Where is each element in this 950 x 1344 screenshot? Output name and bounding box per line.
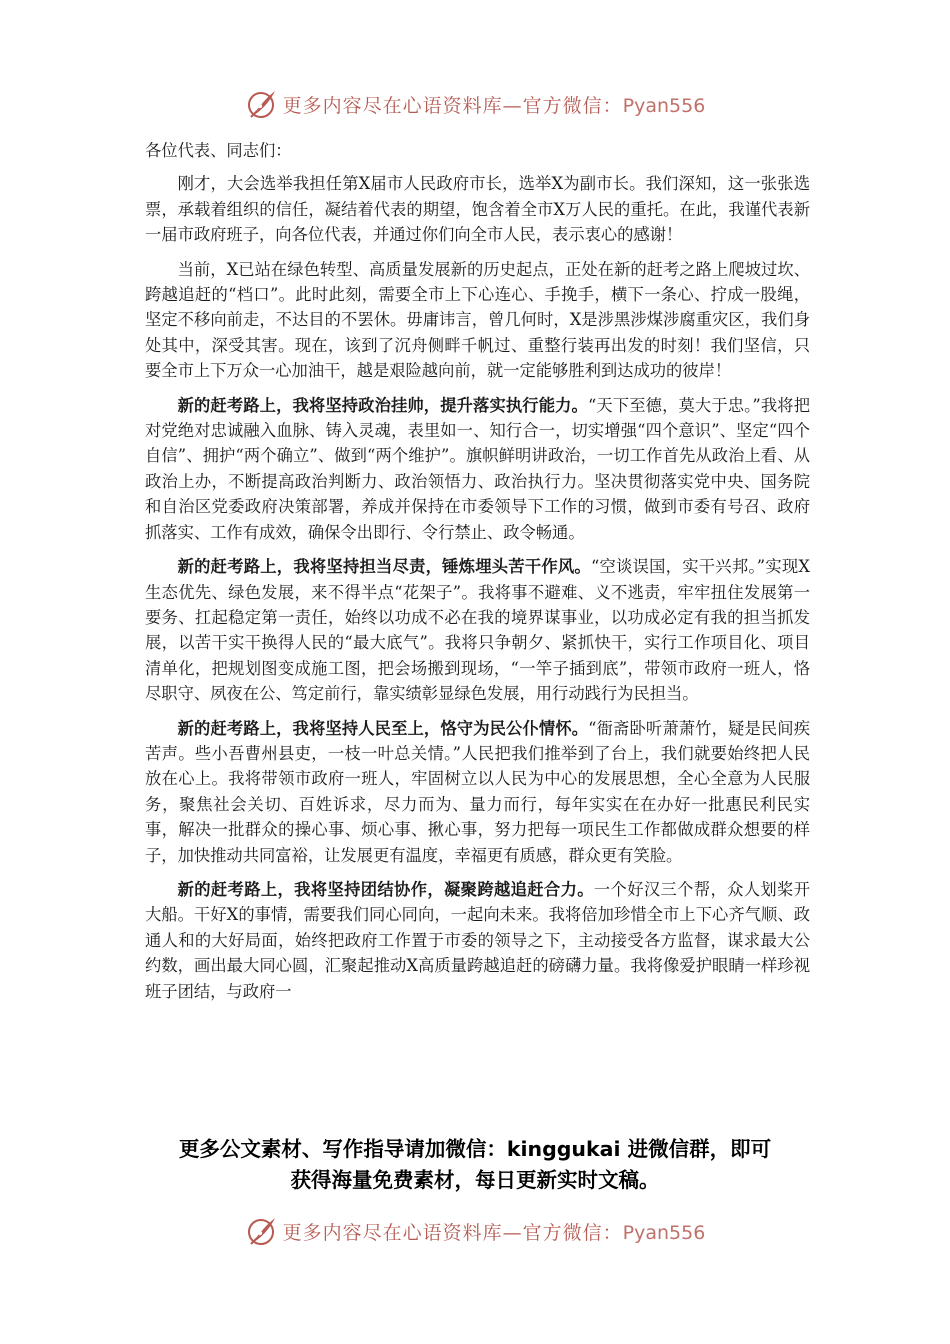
paragraph-text: “空谈误国，实干兴邦。”实现X生态优先、绿色发展，来不得半点“花架子”。我将事不避难、义不逃责，牢牢扭住发展第一要务、扛起稳定第一责任，始终以功成不必在我的境界谋事业，以功成必定有我的担当抓发展，以苦干实干换得人民的“最大底气”。我将只争朝夕、紧抓快干，实行工作项目化、项目清单化，把规划图变成施工图，把会场搬到现场，“一竿子插到底”，带领市政府一班人，恪尽职守、夙夜在公、笃定前行，靠实绩彰显绿色发展，用行动践行为民担当。 (145, 557, 810, 704)
paragraph-lead: 新的赶考路上，我将坚持团结协作，凝聚跨越追赶合力。 (177, 879, 594, 899)
banner-site-text: 更多内容尽在心语资料库—官方微信： (282, 94, 623, 117)
paragraph-lead: 新的赶考路上，我将坚持人民至上，恪守为民公仆情怀。 (177, 718, 589, 738)
banner-wechat-id: Pyan556 (622, 1221, 706, 1244)
paragraph-lead: 新的赶考路上，我将坚持担当尽责，锤炼埋头苦干作风。 (177, 557, 591, 577)
paragraph-text: 当前，X已站在绿色转型、高质量发展新的历史起点，正处在新的赶考之路上爬坡过坎、跨越追赶的“档口”。此时此刻，需要全市上下心连心、手挽手，横下一条心、拧成一股绳，坚定不移向前走，不达目的不罢休。毋庸讳言，曾几何时，X是涉黑涉煤涉腐重灾区，我们身处其中，深受其害。现在，该到了沉舟侧畔千帆过、重整行装再出发的时刻！我们坚信，只要全市上下万众一心加油干，越是艰险越向前，就一定能够胜利到达成功的彼岸！ (145, 259, 810, 381)
paragraph (145, 716, 810, 868)
banner-text (283, 91, 706, 118)
paragraph (145, 877, 810, 1004)
promo-notice (0, 1134, 950, 1196)
document-body (145, 138, 810, 1013)
header-watermark-banner (0, 84, 950, 124)
footer-watermark-banner (0, 1211, 950, 1251)
banner-wechat-id: Pyan556 (622, 94, 706, 117)
banner-text (283, 1218, 706, 1245)
promo-line-1: 更多公文素材、写作指导请加微信：kinggukai 进微信群，即可 (178, 1137, 772, 1161)
salutation: 各位代表、同志们： (145, 141, 292, 160)
quill-logo-icon (245, 1214, 279, 1248)
paragraph-lead: 新的赶考路上，我将坚持政治挂帅，提升落实执行能力。 (177, 395, 588, 415)
banner-site-text: 更多内容尽在心语资料库—官方微信： (282, 1221, 623, 1244)
paragraph-text: 刚才，大会选举我担任第X届市人民政府市长，选举X为副市长。我们深知，这一张张选票，承载着组织的信任，凝结着代表的期望，饱含着全市X万人民的重托。在此，我谨代表新一届市政府班子，向各位代表，并通过你们向全市人民，表示衷心的感谢！ (145, 174, 810, 245)
paragraph-text: “衙斋卧听萧萧竹，疑是民间疾苦声。些小吾曹州县吏，一枝一叶总关情。”人民把我们推举到了台上，我们就要始终把人民放在心上。我将带领市政府一班人，牢固树立以人民为中心的发展思想，全心全意为人民服务，聚焦社会关切、百姓诉求，尽力而为、量力而行，每年实实在在办好一批惠民利民实事，解决一批群众的操心事、烦心事、揪心事，努力把每一项民生工作都做成群众想要的样子，加快推动共同富裕，让发展更有温度，幸福更有质感，群众更有笑脸。 (145, 718, 810, 865)
paragraph (145, 554, 810, 706)
paragraph (145, 393, 810, 545)
paragraph-text: “天下至德，莫大于忠。”我将把对党绝对忠诚融入血脉、铸入灵魂，表里如一、知行合一，切实增强“四个意识”、坚定“四个自信”、拥护“两个确立”、做到“两个维护”。旗帜鲜明讲政治，一切工作首先从政治上看、从政治上办，不断提高政治判断力、政治领悟力、政治执行力。坚决贯彻落实党中央、国务院和自治区党委政府决策部署，养成并保持在市委领导下工作的习惯，做到市委有号召、政府抓落实、工作有成效，确保令出即行、令行禁止、政令畅通。 (145, 395, 810, 542)
quill-logo-icon (245, 87, 279, 121)
paragraph (145, 171, 810, 247)
promo-line-2: 获得海量免费素材，每日更新实时文稿。 (290, 1168, 660, 1192)
paragraph (145, 257, 810, 384)
paragraph-text: 一个好汉三个帮，众人划桨开大船。干好X的事情，需要我们同心同向，一起向未来。我将倍加珍惜全市上下心齐气顺、政通人和的大好局面，始终把政府工作置于市委的领导之下，主动接受各方监督，谋求最大公约数，画出最大同心圆，汇聚起推动X高质量跨越追赶的磅礴力量。我将像爱护眼睛一样珍视班子团结，与政府一 (145, 879, 810, 1001)
